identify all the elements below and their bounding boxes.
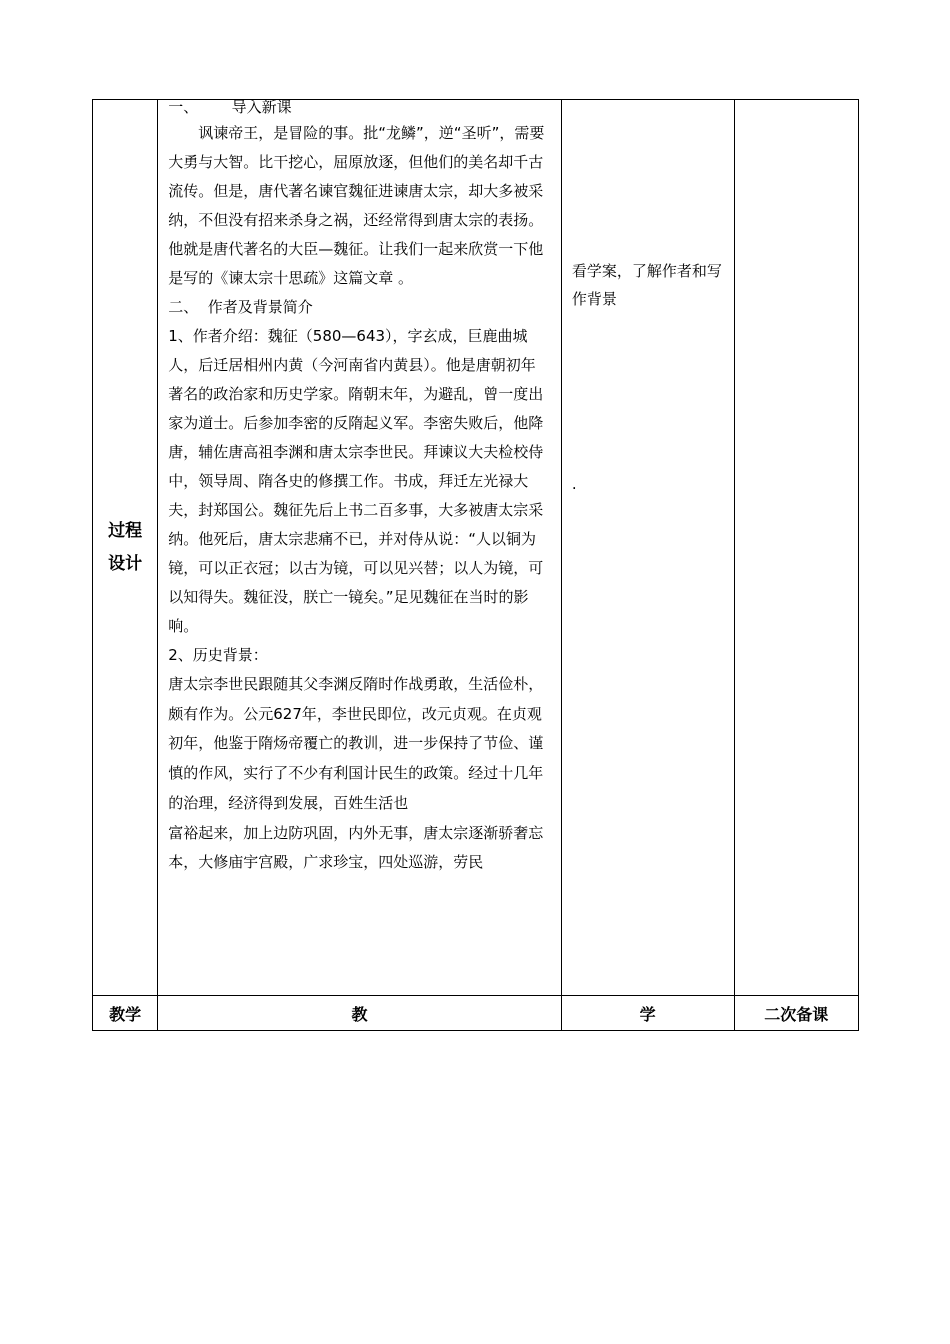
learning-activity: 看学案，了解作者和写作背景	[571, 262, 722, 308]
process-label-line2: 设计	[108, 553, 143, 574]
history-part2: 富裕起来，加上边防巩固，内外无事，唐太宗逐渐骄奢忘本，大修庙宇宫殿，广求珍宝，四处巡游，劳民	[168, 823, 544, 871]
author-intro: 1、作者介绍：魏征（580—643），字玄成，巨鹿曲城人，后迁居相州内黄（今河南省内黄县）。他是唐朝初年著名的政治家和历史学家。隋朝末年，为避乱，曾一度出家为道士。后参加李密的反隋起义军。李密失败后，他降唐，辅佐唐高祖李渊和唐太宗李世民。拜谏议大夫检校侍中，领导周、隋各史的修撰工作。书成，拜迁左光禄大夫，封郑国公。魏征先后上书二百多事，大多被唐太宗采纳。他死后，唐太宗悲痛不已，并对侍从说：“人以铜为镜，可以正衣冠；以古为镜，可以见兴替；以人为镜，可以知得失。魏征没，朕亡一镜矣。”足见魏征在当时的影响。	[168, 327, 544, 635]
section2-title: 二、 作者及背景简介	[168, 298, 313, 316]
footer-col1: 教学	[93, 996, 158, 1031]
second-prep-cell	[734, 100, 859, 996]
footer-col3: 学	[561, 996, 734, 1031]
process-row	[93, 100, 859, 996]
history-title: 2、历史背景：	[168, 646, 268, 664]
teaching-content-cell	[158, 100, 562, 996]
learning-mark: .	[571, 475, 577, 493]
section1-paragraph: 讽谏帝王，是冒险的事。批“龙鳞”，逆“圣听”，需要大勇与大智。比干挖心，屈原放逐，但他们的美名却千古流传。但是，唐代著名谏官魏征进谏唐太宗，却大多被采纳，不但没有招来杀身之祸，还经常得到唐太宗的表扬。他就是唐代著名的大臣—魏征。让我们一起来欣赏一下他是写的《谏太宗十思疏》这篇文章 。	[168, 124, 545, 287]
section1-title: 一、 导入新课	[168, 98, 292, 116]
process-label-line1: 过程	[108, 520, 143, 541]
footer-row	[93, 996, 859, 1031]
process-label-cell	[93, 100, 158, 996]
footer-col2: 教	[158, 996, 562, 1031]
process-label	[93, 515, 157, 581]
learning-activity-cell	[561, 100, 734, 996]
lesson-plan-table	[92, 99, 859, 1031]
footer-col4: 二次备课	[734, 996, 859, 1031]
history-part1: 唐太宗李世民跟随其父李渊反隋时作战勇敢，生活俭朴，颇有作为。公元627年，李世民即位，改元贞观。在贞观初年，他鉴于隋炀帝覆亡的教训，进一步保持了节俭、谨慎的作风，实行了不少有利国计民生的政策。经过十几年的治理，经济得到发展，百姓生活也	[168, 675, 544, 812]
